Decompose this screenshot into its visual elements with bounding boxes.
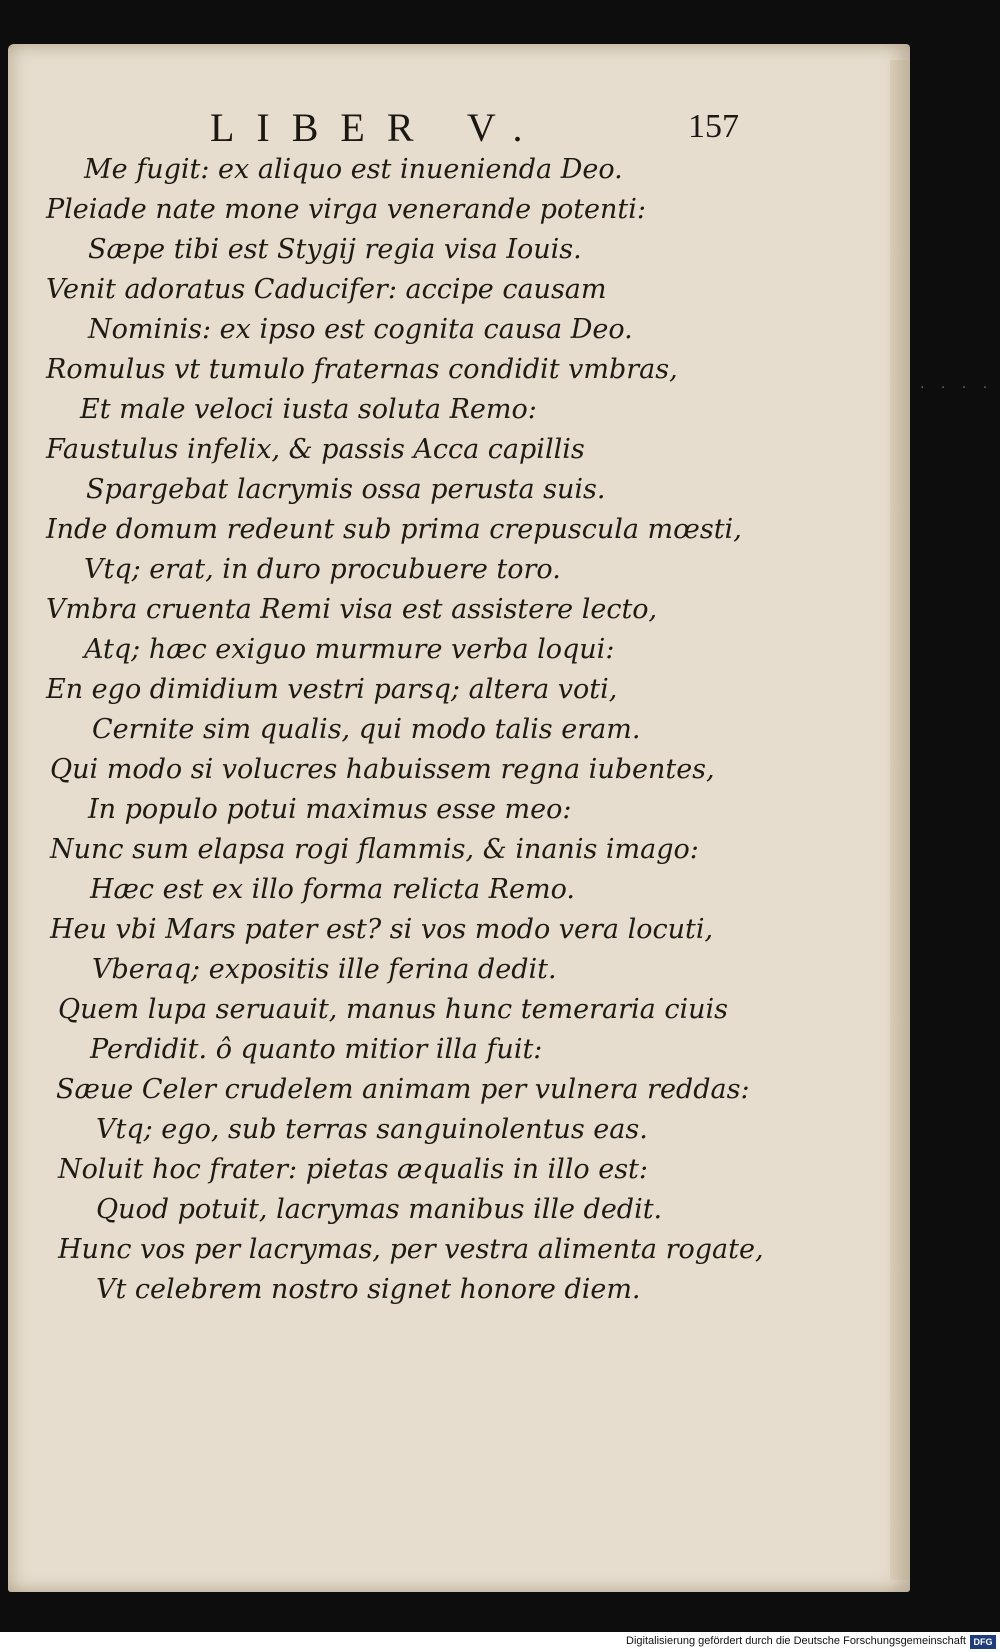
verse-line: Vt celebrem nostro signet honore diem. (96, 1274, 641, 1305)
page-number: 157 (688, 108, 739, 145)
verse-line: Vberaq; expositis ille ferina dedit. (92, 954, 557, 985)
verse-line: En ego dimidium vestri parsq; altera voti, (46, 674, 618, 705)
verse-line: Noluit hoc frater: pietas æqualis in illo est: (58, 1154, 649, 1185)
verse-line: Nunc sum elapsa rogi flammis, & inanis imago: (50, 834, 699, 865)
verse-line: Vtq; ego, sub terras sanguinolentus eas. (96, 1114, 648, 1145)
verse-line: Vmbra cruenta Remi visa est assistere lecto, (46, 594, 658, 625)
verse-line: Hæc est ex illo forma relicta Remo. (90, 874, 575, 905)
verse-line: Cernite sim qualis, qui modo talis eram. (92, 714, 641, 745)
verse-line: Qui modo si volucres habuissem regna iubentes, (50, 754, 715, 785)
verse-line: Nominis: ex ipso est cognita causa Deo. (88, 314, 633, 345)
verse-line: Pleiade nate mone virga venerande potenti: (46, 194, 646, 225)
verse-line: Et male veloci iusta soluta Remo: (80, 394, 537, 425)
dfg-logo-icon: DFG (970, 1635, 996, 1649)
verse-line: Romulus vt tumulo fraternas condidit vmbras, (46, 354, 678, 385)
running-head-title: LIBER V. (210, 105, 545, 150)
verse-line: Faustulus infelix, & passis Acca capillis (46, 434, 585, 465)
verse-line: Perdidit. ô quanto mitior illa fuit: (90, 1034, 543, 1065)
footer-bar (0, 1632, 1000, 1652)
verse-line: Spargebat lacrymis ossa perusta suis. (86, 474, 606, 505)
verse-line: Inde domum redeunt sub prima crepuscula mœsti, (46, 514, 742, 545)
verse-line: Me fugit: ex aliquo est inuenienda Deo. (84, 154, 623, 185)
verse-line: Quod potuit, lacrymas manibus ille dedit. (96, 1194, 663, 1225)
verse-line: Hunc vos per lacrymas, per vestra alimenta rogate, (58, 1234, 764, 1265)
page-edge (890, 60, 910, 1580)
verse-line: Quem lupa seruauit, manus hunc temeraria ciuis (58, 994, 729, 1025)
verse-line: Vtq; erat, in duro procubuere toro. (84, 554, 561, 585)
verse-line: Heu vbi Mars pater est? si vos modo vera locuti, (50, 914, 714, 945)
verse-line: Atq; hæc exiguo murmure verba loqui: (84, 634, 615, 665)
verse-line: Sæpe tibi est Stygij regia visa Iouis. (88, 234, 582, 265)
verse-line: In populo potui maximus esse meo: (88, 794, 572, 825)
running-head (0, 104, 1000, 154)
footer-credit: Digitalisierung gefördert durch die Deutsche Forschungsgemeinschaft (626, 1635, 966, 1647)
verse-line: Sæue Celer crudelem animam per vulnera reddas: (56, 1074, 750, 1105)
margin-marks: · · · · (920, 380, 994, 396)
verse-line: Venit adoratus Caducifer: accipe causam (46, 274, 607, 305)
